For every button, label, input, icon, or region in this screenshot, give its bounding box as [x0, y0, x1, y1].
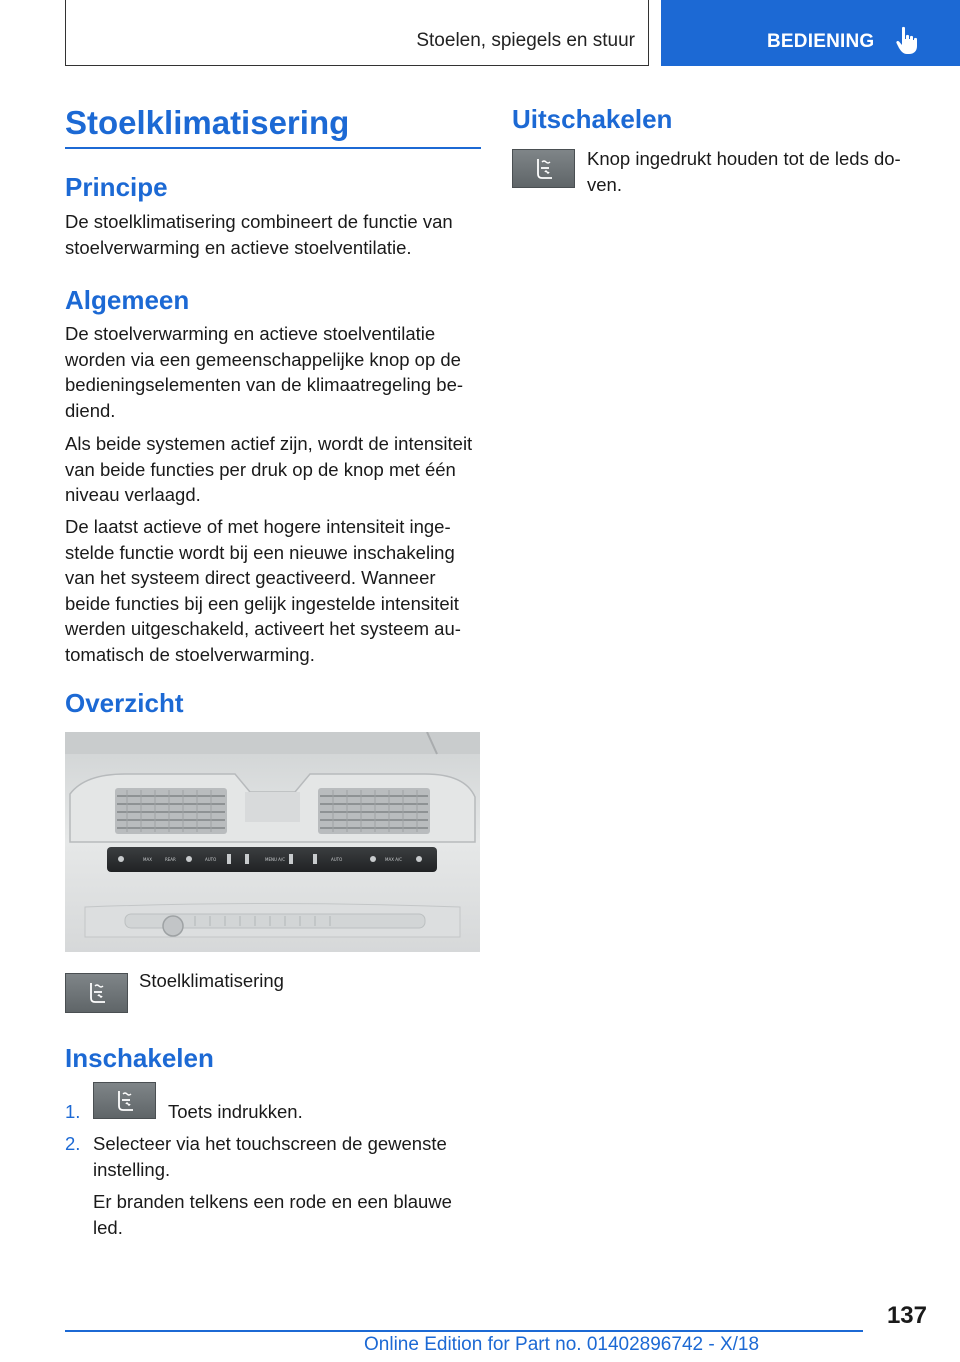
- algemeen-paragraph-2: Als beide systemen actief zijn, wordt de intensiteit van beide functies per druk op de knop met één niveau verlaagd.: [65, 433, 473, 505]
- algemeen-paragraph-3: De laatst actieve of met hogere intensiteit ingestelde functie wordt bij een nieuwe inschakeling van het systeem direct geactiveerd. Wanneer beide functies bij een gelijk ingestelde intensiteit werden uitgeschakeld, activeert het systeem automatisch de stoelverwarming.: [65, 516, 461, 665]
- photo-button-auto-right: AUTO: [331, 857, 343, 862]
- uitschakelen-text: Knop ingedrukt houden tot de leds doven.: [587, 148, 901, 195]
- header-chapter-box: [65, 0, 649, 66]
- heading-principe: Principe: [65, 172, 168, 202]
- step-number-1: 1.: [65, 1101, 81, 1122]
- photo-button-menu: MENU A/C: [265, 857, 286, 862]
- heading-uitschakelen: Uitschakelen: [512, 104, 673, 134]
- chapter-title: Stoelen, spiegels en stuur: [416, 30, 635, 51]
- hand-pointer-icon: [895, 25, 921, 55]
- seat-climate-button-icon: [512, 149, 575, 188]
- photo-button-auto-left: AUTO: [205, 857, 217, 862]
- page-number: 137: [886, 1302, 927, 1329]
- seat-climate-button-icon: [65, 973, 128, 1013]
- edition-footer: Online Edition for Part no. 01402896742 - X/18: [364, 1334, 760, 1355]
- algemeen-paragraph-1: De stoelverwarming en actieve stoelventilatie worden via een gemeenschappelijke knop op de bedieningselementen van de klimaatregeling bediend.: [65, 323, 464, 421]
- footer-divider: [65, 1330, 863, 1332]
- heading-algemeen: Algemeen: [65, 285, 190, 315]
- page-title: Stoelklimatisering: [65, 104, 350, 141]
- photo-button-rear: REAR: [165, 857, 176, 862]
- photo-caption: Stoelklimatisering: [139, 970, 284, 991]
- heading-inschakelen: Inschakelen: [65, 1043, 214, 1073]
- photo-button-max: MAX: [143, 857, 152, 862]
- header-section-tab: [661, 0, 960, 66]
- step-1-text: Toets indrukken.: [168, 1101, 303, 1122]
- title-divider: [65, 147, 481, 149]
- step-2-text: Selecteer via het touchscreen de gewenste instelling.: [93, 1133, 447, 1180]
- step-2-subtext: Er branden telkens een rode en een blauwe led.: [93, 1191, 452, 1238]
- step-number-2: 2.: [65, 1133, 81, 1154]
- seat-climate-button-icon: [93, 1082, 156, 1119]
- principe-text: De stoelklimatisering combineert de functie van stoelverwarming en actieve stoelventilatie.: [65, 211, 453, 258]
- climate-control-photo: [65, 732, 480, 952]
- heading-overzicht: Overzicht: [65, 688, 184, 718]
- section-title: BEDIENING: [767, 31, 875, 52]
- photo-button-max-ac: MAX A/C: [385, 857, 403, 862]
